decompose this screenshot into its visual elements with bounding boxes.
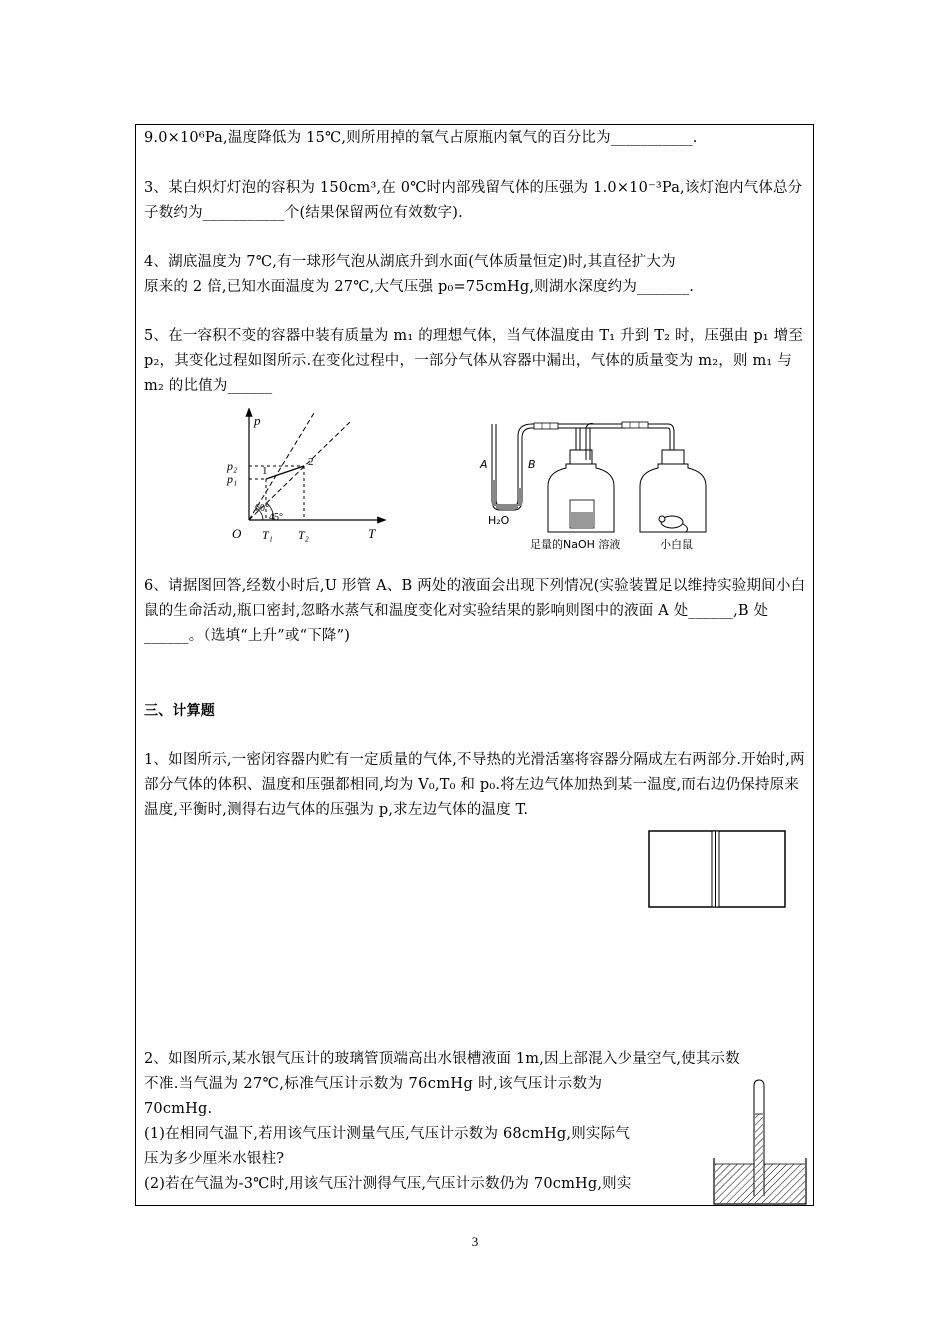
angle-45-label: 45° <box>269 512 283 523</box>
t1-label: T₁ <box>262 528 273 542</box>
label-mouse: 小白鼠 <box>660 538 693 551</box>
t2-label: T₂ <box>298 528 309 542</box>
label-naoh: 足量的NaOH 溶液 <box>530 538 621 551</box>
question-3: 3、某白炽灯灯泡的容积为 150cm³,在 0℃时内部残留气体的压强为 1.0×10⁻³Pa,该灯泡内气体总分子数约为___________个(结果保留两位有效数字). <box>144 180 803 221</box>
point-2-label: 2 <box>308 456 314 468</box>
label-water: H₂O <box>488 514 510 527</box>
calc-question-2-line1: 2、如图所示,某水银气压计的玻璃管顶端高出水银槽液面 1m,因上部混入少量空气,使其示数 <box>144 1051 740 1067</box>
label-b: B <box>528 458 536 471</box>
page-number: 3 <box>471 1234 479 1249</box>
p2-label: p₂ <box>227 459 238 473</box>
question-4-line2: 原来的 2 倍,已知水面温度为 27℃,大气压强 p₀=75cmHg,则湖水深度约为_______. <box>144 279 695 295</box>
calc-question-2-line5: 压为多少厘米水银柱? <box>144 1151 285 1167</box>
calc-question-2-line4: (1)在相同气温下,若用该气压计测量气压,气压计示数为 68cmHg,则实际气 <box>144 1126 631 1142</box>
question-5: 5、在一容积不变的容器中装有质量为 m₁ 的理想气体，当气体温度由 T₁ 升到 T₂ 时，压强由 p₁ 增至 p₂，其变化过程如图所示.在变化过程中，一部分气体从容器中漏出，气体的质量变为 m₂，则 m₁ 与 m₂ 的比值为______ <box>144 328 804 394</box>
p-axis-label: p <box>254 413 261 428</box>
calc-question-1: 1、如图所示,一密闭容器内贮有一定质量的气体,不导热的光滑活塞将容器分隔成左右两部分.开始时,两部分气体的体积、温度和压强都相同,均为 V₀,T₀ 和 p₀.将左边气体加热到某一温度,而右边仍保持原来温度,平衡时,测得右边气体的压强为 p,求左边气体的温度 T. <box>144 752 805 818</box>
calc-question-2-line6: (2)若在气温为-3℃时,用该气压汁测得气压,气压计示数仍为 70cmHg,则实 <box>144 1176 632 1192</box>
angle-60-label: 60° <box>255 503 269 514</box>
question-4-line1: 4、湖底温度为 7℃,有一球形气泡从湖底升到水面(气体质量恒定)时,其直径扩大为 <box>144 254 676 270</box>
origin-label: O <box>232 526 242 541</box>
t-axis-label: T <box>368 526 376 541</box>
piston-container-diagram <box>648 830 788 910</box>
p1-label: p₁ <box>227 472 238 486</box>
section-heading: 三、计算题 <box>144 703 215 719</box>
calc-question-2-line2: 不准.当气温为 27℃,标准气压计示数为 76cmHg 时,该气压计示数为 <box>144 1076 603 1092</box>
q2-continuation: 9.0×10⁶Pa,温度降低为 15℃,则所用掉的氧气占原瓶内氧气的百分比为___________. <box>144 130 698 146</box>
barometer-diagram <box>710 1078 810 1206</box>
calc-question-2-line3: 70cmHg. <box>144 1101 213 1117</box>
label-a: A <box>480 458 488 471</box>
point-1-label: 1 <box>262 465 268 477</box>
apparatus-diagram <box>476 420 726 552</box>
question-6: 6、请据图回答,经数小时后,U 形管 A、B 两处的液面会出现下列情况(实验装置足以维持实验期间小白鼠的生命活动,瓶口密封,忽略水蒸气和温度变化对实验结果的影响则图中的液面 A 处______,B 处______。（选填“上升”或“下降”) <box>144 578 806 644</box>
pt-graph <box>222 408 392 546</box>
